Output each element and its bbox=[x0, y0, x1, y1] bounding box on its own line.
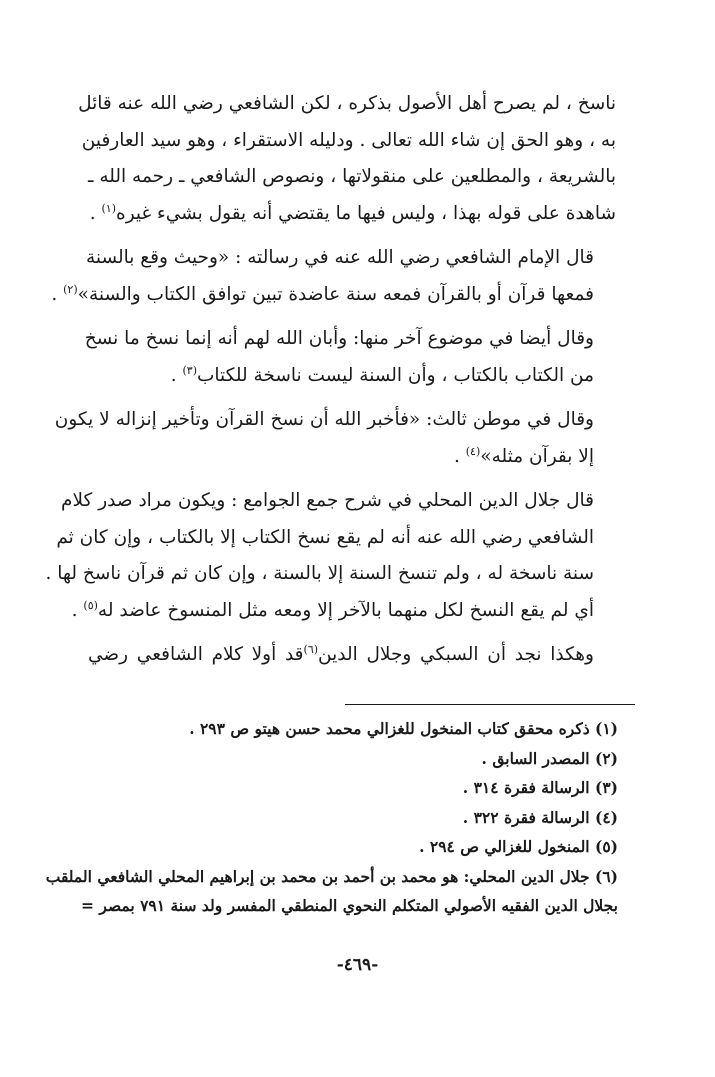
text-line: ناسخ ، لم يصرح أهل الأصول بذكره ، لكن الشافعي رضي الله عنه قائل bbox=[78, 93, 616, 114]
text-line: سنة ناسخة له ، ولم تنسخ السنة إلا بالسنة ، وإن كان ثم قرآن ناسخ لها . bbox=[45, 563, 594, 584]
text-segment: إلا بقرآن مثله» bbox=[480, 445, 594, 467]
paragraph-6 bbox=[88, 637, 616, 674]
text-segment: قد أولا كلام الشافعي رضي bbox=[88, 644, 304, 665]
footnote-item: (٤) الرسالة فقرة ٣٢٢ . bbox=[462, 807, 618, 827]
footnote-ref: (٦) bbox=[303, 642, 319, 656]
footnote-ref: (٣) bbox=[182, 363, 197, 377]
paragraph-2 bbox=[51, 240, 616, 313]
paragraph-1 bbox=[78, 86, 616, 232]
text-line: وقال أيضا في موضوع آخر منها: وأبان الله لهم أنه إنما نسخ ما نسخ bbox=[84, 328, 594, 349]
text-segment: شاهدة على قوله بهذا ، وليس فيها ما يقتضي أنه يقول بشيء غيره bbox=[116, 202, 616, 224]
footnotes bbox=[45, 714, 618, 921]
text-segment: أي لم يقع النسخ لكل منهما بالآخر إلا ومعه مثل المنسوخ عاضد له bbox=[97, 599, 594, 621]
text-line: بالشريعة ، والمطلعين على منقولاتها ، ونصوص الشافعي ـ رحمه الله ـ bbox=[88, 166, 616, 187]
text-segment: . bbox=[89, 202, 102, 224]
footnote-continuation: بجلال الدين الفقيه الأصولي المتكلم النحوي المنطقي المفسر ولد سنة ٧٩١ بمصر = bbox=[81, 896, 618, 915]
text-line bbox=[51, 277, 616, 314]
footnote-ref: (٤) bbox=[465, 444, 481, 458]
text-segment: من الكتاب بالكتاب ، وأن السنة ليست ناسخة للكتاب bbox=[196, 364, 594, 386]
text-segment: . bbox=[71, 599, 84, 621]
page-number: -٤٦٩- bbox=[336, 955, 379, 975]
text-line: قال جلال الدين المحلي في شرح جمع الجوامع : ويكون مراد صدر كلام bbox=[61, 490, 594, 511]
footnote-ref: (٢) bbox=[63, 282, 78, 296]
paragraph-3 bbox=[84, 321, 616, 394]
text-segment: . bbox=[453, 445, 466, 467]
text-line bbox=[88, 637, 616, 674]
footnote-item: (٢) المصدر السابق . bbox=[481, 748, 618, 768]
text-line: به ، وهو الحق إن شاء الله تعالى . ودليله الاستقراء ، وهو سيد العارفين bbox=[81, 129, 616, 151]
paragraph-5 bbox=[45, 483, 616, 629]
text-line bbox=[71, 593, 616, 630]
text-segment: . bbox=[170, 364, 183, 386]
text-line: الشافعي رضي الله عنه أنه لم يقع نسخ الكتاب إلا بالكتاب ، وإن كان ثم bbox=[56, 526, 594, 548]
text-line bbox=[88, 439, 616, 476]
footnote-ref: (٥) bbox=[83, 598, 98, 612]
text-segment: فمعها قرآن أو بالقرآن فمعه سنة عاضدة تبين توافق الكتاب والسنة» bbox=[77, 283, 594, 305]
footnote-item: (١) ذكره محقق كتاب المنخول للغزالي محمد حسن هيتو ص ٢٩٣ . bbox=[189, 719, 618, 738]
footnote-item: (٦) جلال الدين المحلي: هو محمد بن أحمد بن محمد بن إبراهيم المحلي الشافعي الملقب bbox=[45, 866, 618, 886]
text-segment: وهكذا نجد أن السبكي وجلال الدين bbox=[318, 644, 594, 665]
paragraph-4 bbox=[54, 402, 616, 475]
footnote-separator bbox=[345, 704, 635, 705]
footnote-item: (٥) المنخول للغزالي ص ٢٩٤ . bbox=[419, 837, 618, 856]
footnote-item: (٣) الرسالة فقرة ٣١٤ . bbox=[462, 778, 618, 797]
text-line bbox=[88, 196, 616, 233]
text-segment: . bbox=[51, 283, 64, 305]
text-line: قال الإمام الشافعي رضي الله عنه في رسالته : «وحيث وقع بالسنة bbox=[85, 247, 594, 268]
main-text bbox=[45, 86, 616, 682]
footnote-ref: (١) bbox=[101, 201, 117, 215]
text-line: وقال في موطن ثالث: «فأخبر الله أن نسخ القرآن وتأخير إنزاله لا يكون bbox=[54, 409, 594, 430]
text-line bbox=[88, 358, 616, 395]
